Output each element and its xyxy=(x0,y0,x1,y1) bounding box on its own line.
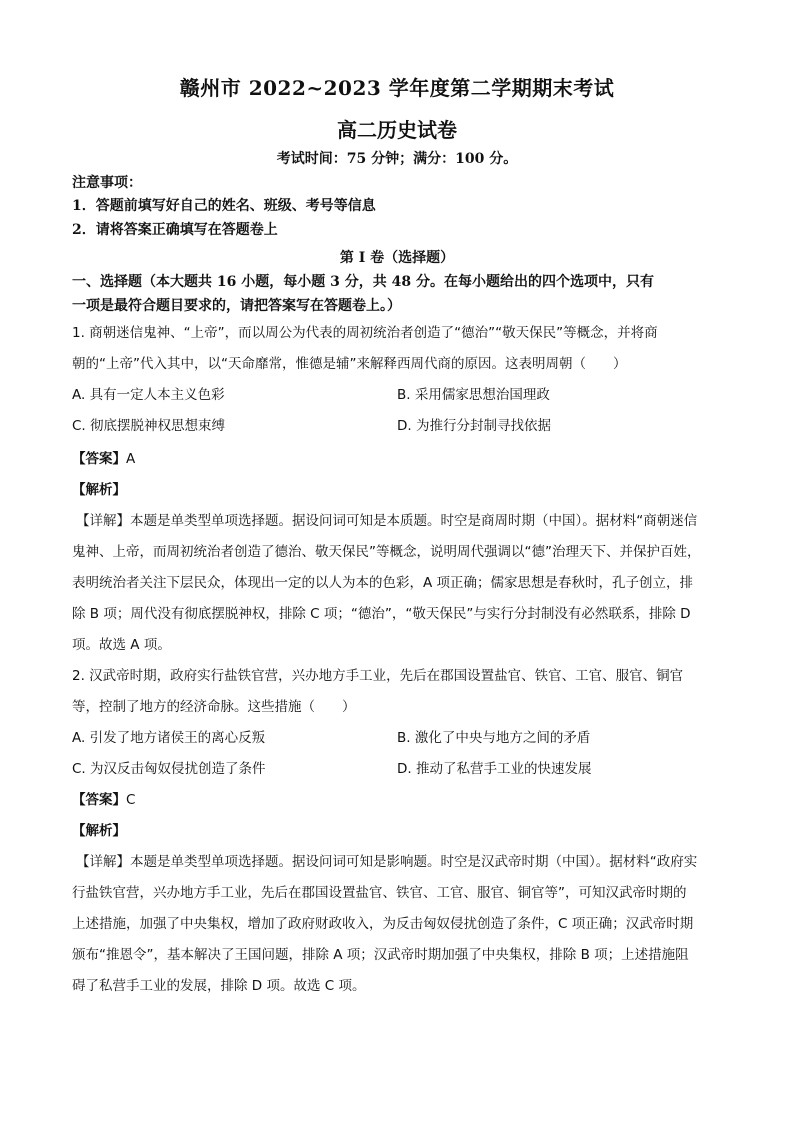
question-1-stem-line-2: 朝的“上帝”代入其中，以“天命靡常，惟德是辅”来解释西周代商的原因。这表明周朝（ ） xyxy=(72,356,627,372)
question-2-detail-line-1: 【详解】本题是单类型单项选择题。据设问词可知是影响题。时空是汉武帝时期（中国）。据材料“政府实 xyxy=(76,854,698,870)
question-2-option-b: B. 激化了中央与地方之间的矛盾 xyxy=(397,730,591,746)
question-1-detail-line-3: 表明统治者关注下层民众，体现出一定的以人为本的色彩，A 项正确；儒家思想是春秋时，孔子创立，排 xyxy=(72,575,694,591)
question-1-option-c: C. 彻底摆脱神权思想束缚 xyxy=(72,418,226,434)
question-2-analysis-label: 【解析】 xyxy=(72,823,126,839)
notice-heading: 注意事项： xyxy=(72,175,142,191)
question-2-detail-line-2: 行盐铁官营，兴办地方手工业，先后在郡国设置盐官、铁官、工官、服官、铜官等”，可知汉武帝时期的 xyxy=(72,885,687,901)
exam-subtitle: 高二历史试卷 xyxy=(337,118,457,142)
question-1-option-a: A. 具有一定人本主义色彩 xyxy=(72,387,225,403)
question-1-analysis-label: 【解析】 xyxy=(72,482,126,498)
section-instructions-2: 一项是最符合题目要求的，请把答案写在答题卷上。） xyxy=(72,298,401,314)
question-1-detail-line-2: 鬼神、上帝，而周初统治者创造了德治、敬天保民”等概念，说明周代强调以“德”治理天下、并保护百姓， xyxy=(72,544,701,560)
section-title: 第 I 卷（选择题） xyxy=(339,250,455,266)
question-1-stem-line-1: 1. 商朝迷信鬼神、“上帝”，而以周公为代表的周初统治者创造了“德治”“敬天保民”等概念，并将商 xyxy=(72,325,658,341)
question-1-detail-line-4: 除 B 项；周代没有彻底摆脱神权，排除 C 项；“德治”，“敬天保民”与实行分封制没有必然联系，排除 D xyxy=(72,606,691,622)
question-2-option-d: D. 推动了私营手工业的快速发展 xyxy=(397,761,592,777)
question-2-detail-line-4: 颁布“推恩令”，基本解决了王国问题，排除 A 项；汉武帝时期加强了中央集权，排除 B 项；上述措施阻 xyxy=(72,947,689,963)
question-2-detail-line-5: 碍了私营手工业的发展，排除 D 项。故选 C 项。 xyxy=(72,978,366,994)
answer-value: C xyxy=(126,792,136,808)
question-2-stem-line-1: 2. 汉武帝时期，政府实行盐铁官营，兴办地方手工业，先后在郡国设置盐官、铁官、工官、服官、铜官 xyxy=(72,668,684,684)
notice-item-2: 2．请将答案正确填写在答题卷上 xyxy=(72,222,278,238)
section-instructions-1: 一、选择题（本大题共 16 小题，每小题 3 分，共 48 分。在每小题给出的四个选项中，只有 xyxy=(72,274,654,290)
question-1-detail-line-1: 【详解】本题是单类型单项选择题。据设问词可知是本质题。时空是商周时期（中国）。据材料“商朝迷信 xyxy=(76,513,698,529)
question-2-option-c: C. 为汉反击匈奴侵扰创造了条件 xyxy=(72,761,266,777)
question-2-answer xyxy=(72,790,135,810)
notice-item-1: 1．答题前填写好自己的姓名、班级、考号等信息 xyxy=(72,198,376,214)
exam-info: 考试时间：75 分钟；满分：100 分。 xyxy=(276,151,518,167)
answer-label: 【答案】 xyxy=(72,451,126,467)
question-1-answer xyxy=(72,449,135,469)
question-1-option-b: B. 采用儒家思想治国理政 xyxy=(397,387,550,403)
question-1-detail-line-5: 项。故选 A 项。 xyxy=(72,637,171,653)
question-2-option-a: A. 引发了地方诸侯王的离心反叛 xyxy=(72,730,266,746)
answer-value: A xyxy=(126,451,136,467)
exam-title: 赣州市 2022~2023 学年度第二学期期末考试 xyxy=(179,76,615,100)
answer-label: 【答案】 xyxy=(72,792,126,808)
question-2-stem-line-2: 等，控制了地方的经济命脉。这些措施（ ） xyxy=(72,699,356,715)
question-1-option-d: D. 为推行分封制寻找依据 xyxy=(397,418,551,434)
question-2-detail-line-3: 上述措施，加强了中央集权，增加了政府财政收入，为反击匈奴侵扰创造了条件，C 项正确；汉武帝时期 xyxy=(72,916,694,932)
